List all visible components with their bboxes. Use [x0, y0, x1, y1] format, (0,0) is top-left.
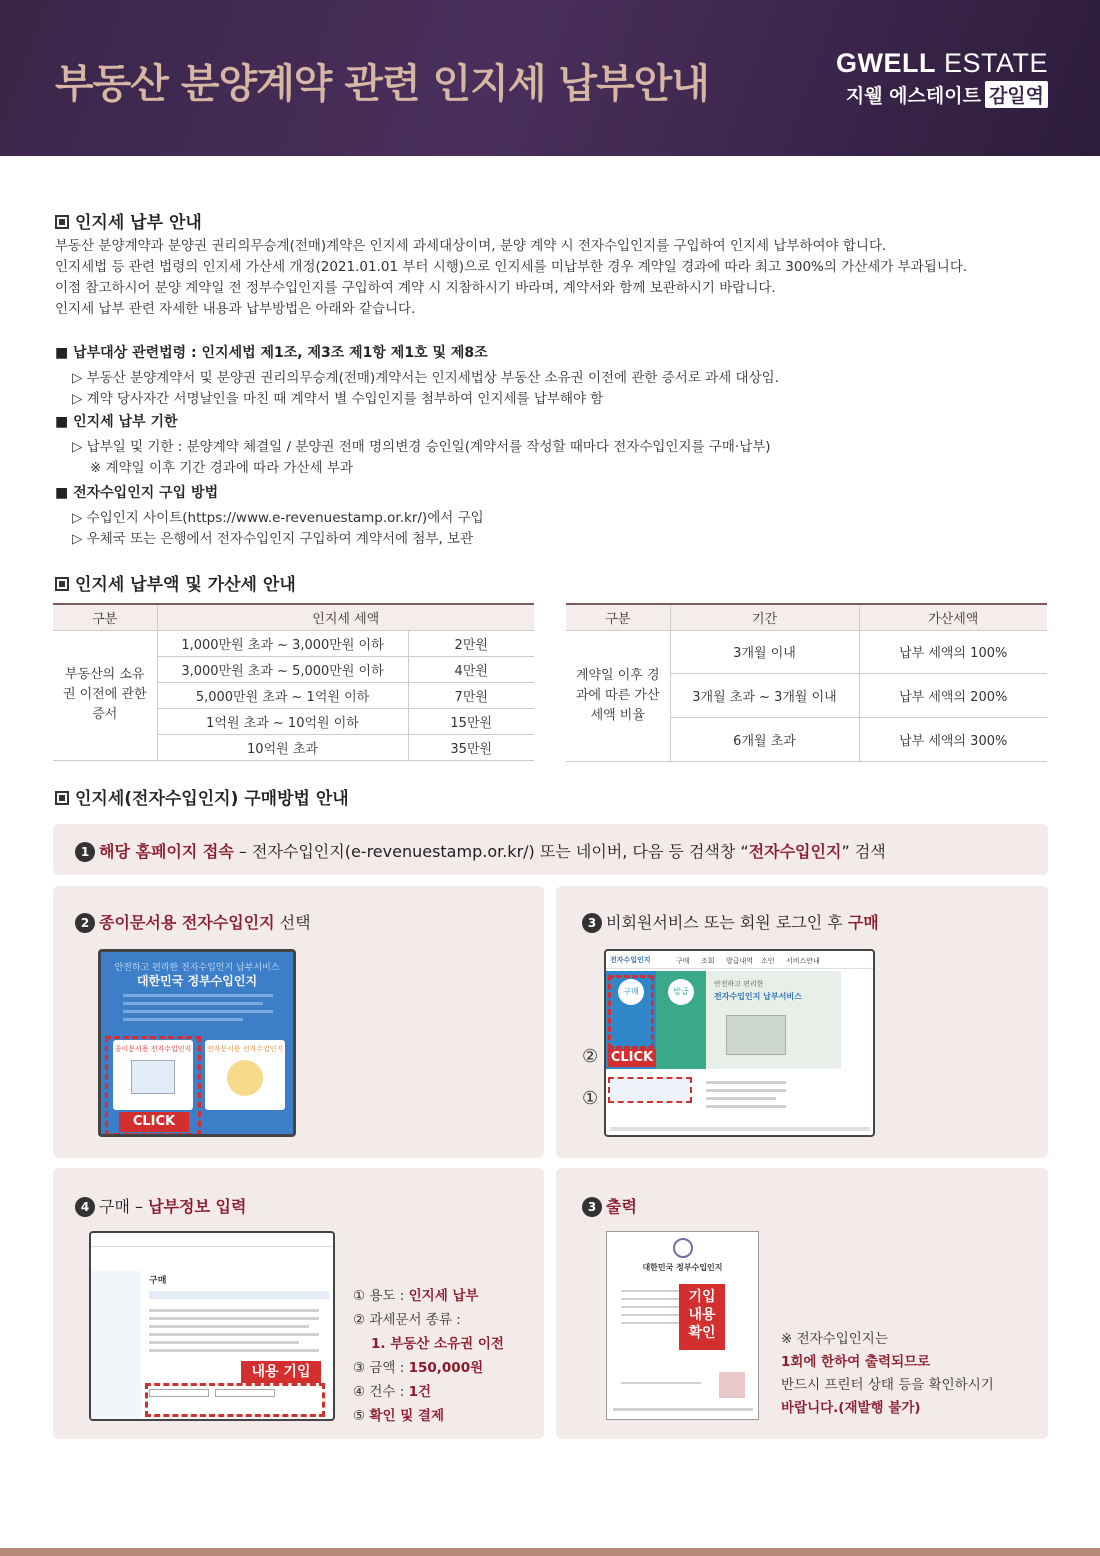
table-cell: 3개월 이내: [670, 630, 859, 673]
click-label: CLICK: [608, 1049, 656, 1067]
stamp-icon: [227, 1060, 263, 1096]
text-line: [706, 1089, 786, 1092]
table-cell: 35만원: [408, 734, 534, 760]
note-item: 1. 부동산 소유권 이전: [371, 1336, 504, 1352]
table-cell: 10억원 초과: [157, 734, 408, 760]
text-line: [706, 1081, 786, 1084]
table-cell: 납부 세액의 100%: [859, 630, 1047, 673]
highlight-box: [608, 1077, 692, 1103]
step-number: 1: [75, 842, 95, 862]
step2-text: 2 종이문서용 전자수입인지 선택: [75, 910, 311, 933]
progress-steps: [149, 1291, 329, 1299]
table-cell: 2만원: [408, 630, 534, 656]
deadline-list: [72, 437, 771, 479]
step4-text: 4 구매 – 납부정보 입력: [75, 1194, 246, 1217]
marker-2: ②: [582, 1046, 599, 1067]
footer-line: [613, 1408, 753, 1411]
site-nav: [606, 951, 873, 969]
step-number: 3: [582, 913, 602, 933]
text-line: [149, 1333, 319, 1336]
form-page-title: 구매: [149, 1276, 167, 1286]
list-item: ▷ 계약 당사자간 서명날인을 마친 때 계약서 별 수입인지를 첨부하여 인지세를 납부해야 함: [72, 391, 604, 407]
table-header: 인지세 세액: [157, 604, 534, 630]
step2-panel: [53, 886, 544, 1158]
table-header: 가산세액: [859, 604, 1047, 630]
text-line: [621, 1314, 681, 1316]
intro-line: 부동산 분양계약과 분양권 권리의무승계(전매)계약은 인지세 과세대상이며, 분양 계약 시 전자수입인지를 구입하여 인지세 납부하여야 합니다.: [55, 238, 887, 254]
page-title: 부동산 분양계약 관련 인지세 납부안내: [55, 61, 709, 107]
buy-icon: 구매: [618, 979, 644, 1005]
print-notice: [781, 1328, 994, 1420]
text-line: [149, 1341, 299, 1344]
list-item: ▷ 우체국 또는 은행에서 전자수입인지 구입하여 계약서에 첨부, 보관: [72, 531, 474, 547]
table-header: 구분: [53, 604, 157, 630]
list-item: ▷ 수입인지 사이트(https://www.e-revenuestamp.or.kr/)에서 구입: [72, 510, 484, 526]
laptop-icon: [726, 1015, 786, 1055]
text-line: [123, 1010, 273, 1013]
issue-icon: 발급: [668, 979, 694, 1005]
text-line: [706, 1105, 786, 1108]
square-icon: [55, 577, 69, 591]
banner: 안전하고 편리한 전자수입인지 납부서비스: [706, 971, 841, 1069]
highlight-box: [608, 975, 654, 1049]
step3-text: 3 비회원서비스 또는 회원 로그인 후 구매: [582, 910, 879, 933]
text-line: [149, 1325, 309, 1328]
click-label: CLICK: [119, 1112, 189, 1132]
text-line: [123, 1018, 243, 1021]
printed-stamp-screenshot: [606, 1231, 759, 1420]
nav-item[interactable]: 발급내역: [726, 957, 754, 965]
site-logo: 전자수입인지: [610, 956, 651, 964]
nav-item[interactable]: 조회: [701, 957, 715, 965]
section-title-howto: 인지세(전자수입인지) 구매방법 안내: [55, 784, 349, 809]
confirm-label: 기입 내용 확인: [679, 1284, 725, 1350]
penalty-table: [566, 603, 1047, 762]
step1-text: 1 해당 홈페이지 접속 – 전자수입인지(e-revenuestamp.or.kr/) 또는 네이버, 다음 등 검색창 “전자수입인지” 검색: [75, 839, 886, 862]
text-line: [621, 1298, 681, 1300]
note-item: ③ 금액 : 150,000원: [353, 1360, 484, 1376]
nav-item[interactable]: 구매: [676, 957, 690, 965]
intro-line: 인지세 납부 관련 자세한 내용과 납부방법은 아래와 같습니다.: [55, 301, 416, 317]
input-label: 내용 기입: [241, 1361, 321, 1383]
step1-panel: [53, 824, 1048, 875]
table-cell: 5,000만원 초과 ~ 1억원 이하: [157, 682, 408, 708]
purchase-form-screenshot: [89, 1231, 335, 1421]
stamp-title: 대한민국 정부수입인지: [642, 1263, 723, 1272]
logo-badge: 감일역: [985, 81, 1048, 108]
intro-line: 이점 참고하시어 분양 계약일 전 정부수입인지를 구입하여 계약 시 지참하시기 바라며, 계약서와 함께 보관하시기 바랍니다.: [55, 280, 776, 296]
qr-code-icon: [719, 1372, 745, 1398]
table-cell: 납부 세액의 300%: [859, 717, 1047, 761]
table-header: 구분: [566, 604, 670, 630]
intro-paragraph: [55, 236, 1055, 320]
table-cell: 1억원 초과 ~ 10억원 이하: [157, 708, 408, 734]
text-line: [621, 1306, 681, 1308]
form-sidebar: [91, 1271, 141, 1421]
table-cell: 15만원: [408, 708, 534, 734]
text-line: [149, 1309, 319, 1312]
intro-line: 인지세법 등 관련 법령의 인지세 가산세 개정(2021.01.01 부터 시행)으로 인지세를 미납부한 경우 계약일 경과에 따라 최고 300%의 가산세가 부과됩니다.: [55, 259, 968, 275]
note-item: ② 과세문서 종류 :: [353, 1312, 461, 1328]
text-line: [123, 994, 273, 997]
table-cell: 3,000만원 초과 ~ 5,000만원 이하: [157, 656, 408, 682]
issue-tile[interactable]: [656, 971, 706, 1069]
law-title: ■ 납부대상 관련법령 : 인지세법 제1조, 제3조 제1항 제1호 및 제8조: [55, 342, 488, 362]
nav-item[interactable]: 소인: [761, 957, 775, 965]
usage-select[interactable]: [149, 1389, 209, 1397]
step3-panel: [556, 886, 1048, 1158]
page-header: [0, 0, 1100, 156]
text-line: [149, 1349, 319, 1352]
step-number: 3: [582, 1197, 602, 1217]
paper-stamp-card[interactable]: 종이문서용 전자수입인지: [113, 1040, 193, 1110]
section-title-intro: 인지세 납부 안내: [55, 208, 202, 233]
table-cell: 3개월 초과 ~ 3개월 이내: [670, 673, 859, 717]
text-line: [706, 1097, 776, 1100]
site-screenshot: [604, 949, 875, 1137]
logo-korean: 지웰 에스테이트 감일역: [836, 81, 1048, 108]
footer-bar: [0, 1548, 1100, 1556]
notice-line: 1회에 한하여 출력되므로: [781, 1354, 931, 1370]
text-line: [149, 1317, 319, 1320]
seal-icon: [673, 1238, 693, 1258]
tax-amount-table: [53, 603, 534, 761]
step4-panel: [53, 1168, 544, 1439]
table-cell: 4만원: [408, 656, 534, 682]
doc-type-select[interactable]: [215, 1389, 275, 1397]
nav-item[interactable]: 서비스안내: [786, 957, 820, 965]
revenue-stamp-screenshot: [98, 949, 296, 1137]
text-line: [621, 1382, 701, 1384]
purchase-title: ■ 전자수입인지 구입 방법: [55, 482, 218, 502]
table-category: 부동산의 소유권 이전에 관한 증서: [53, 630, 157, 760]
electronic-stamp-card[interactable]: 전자문서용 전자수입인지: [205, 1040, 285, 1110]
table-cell: 1,000만원 초과 ~ 3,000만원 이하: [157, 630, 408, 656]
notice-line: 반드시 프린터 상태 등을 확인하시기: [781, 1377, 994, 1393]
table-cell: 7만원: [408, 682, 534, 708]
law-list: [72, 368, 779, 410]
note-item: ⑤ 확인 및 결제: [353, 1408, 445, 1424]
table-cell: 6개월 초과: [670, 717, 859, 761]
list-item: ▷ 부동산 분양계약서 및 분양권 권리의무승계(전매)계약서는 인지세법상 부동산 소유권 이전에 관한 증서로 과세 대상임.: [72, 370, 779, 386]
table-category: 계약일 이후 경과에 따른 가산세액 비율: [566, 630, 670, 761]
square-icon: [55, 791, 69, 805]
purchase-list: [72, 508, 484, 550]
table-header: 기간: [670, 604, 859, 630]
notice-line: ※ 전자수입인지는: [781, 1331, 888, 1347]
form-nav: [91, 1233, 333, 1247]
square-icon: [55, 215, 69, 229]
text-line: [621, 1290, 681, 1292]
table-cell: 납부 세액의 200%: [859, 673, 1047, 717]
logo-english: GWELL ESTATE: [835, 48, 1048, 78]
step5-text: 3 출력: [582, 1194, 637, 1217]
notice-line: 바랍니다.(재발행 불가): [781, 1400, 921, 1416]
list-item: ▷ 납부일 및 기한 : 분양계약 체결일 / 분양권 전매 명의변경 승인일(계약서를 작성할 때마다 전자수입인지를 구매·납부): [72, 439, 771, 455]
purchase-notes: [353, 1284, 504, 1428]
marker-1: ①: [582, 1088, 599, 1109]
text-line: [621, 1322, 681, 1324]
deadline-title: ■ 인지세 납부 기한: [55, 411, 178, 431]
step-number: 4: [75, 1197, 95, 1217]
screenshot-title: 대한민국 정부수입인지: [136, 974, 258, 988]
brand-logo: [836, 48, 1048, 108]
step-number: 2: [75, 913, 95, 933]
note-item: ① 용도 : 인지세 납부: [353, 1288, 479, 1304]
step5-panel: [556, 1168, 1048, 1439]
section-title-amount: 인지세 납부액 및 가산세 안내: [55, 570, 296, 595]
list-item: ※ 계약일 이후 기간 경과에 따라 가산세 부과: [90, 460, 354, 476]
screenshot-subtitle: 안전하고 편리한 전자수입인지 납부서비스: [114, 963, 280, 973]
text-line: [123, 1002, 263, 1005]
note-item: ④ 건수 : 1건: [353, 1384, 432, 1400]
footer-line: [610, 1127, 870, 1131]
